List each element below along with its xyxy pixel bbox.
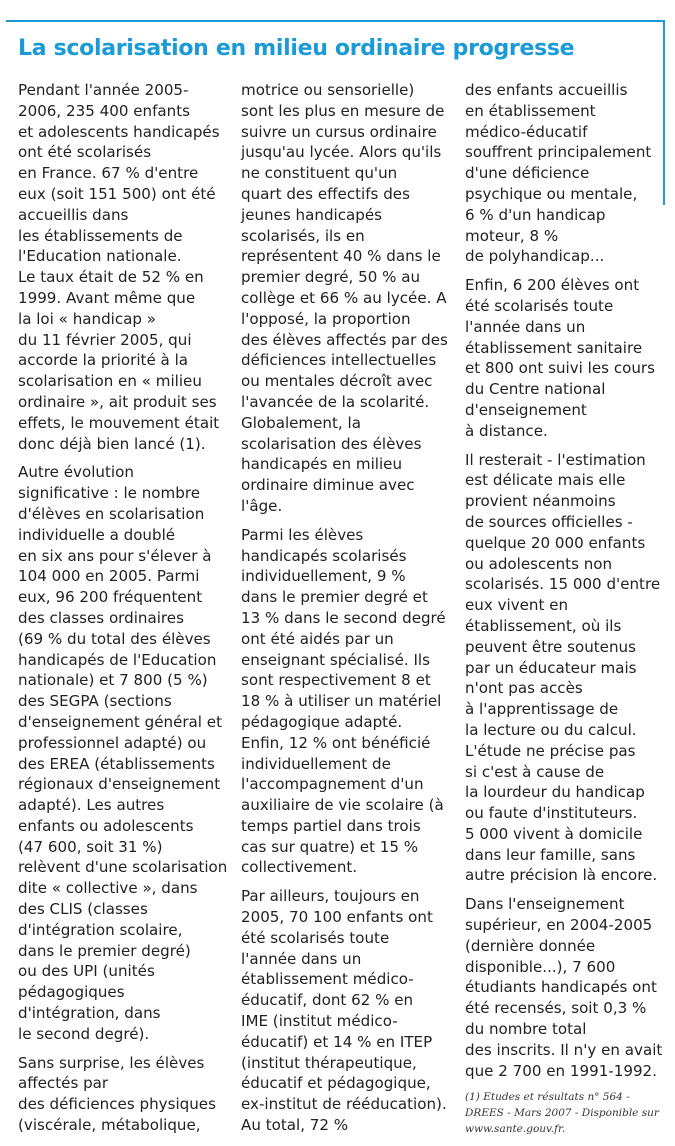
text-line: d'enseignement xyxy=(465,400,587,419)
paragraph xyxy=(241,525,447,879)
text-line: jeunes handicapés xyxy=(241,205,382,224)
text-line: donc déjà bien lancé (1). xyxy=(18,434,206,453)
footnote xyxy=(465,1089,671,1137)
page-title: La scolarisation en milieu ordinaire progresse xyxy=(18,36,575,61)
text-line: 13 % dans le second degré xyxy=(241,608,446,627)
text-line: est délicate mais elle xyxy=(465,471,626,490)
column-2 xyxy=(241,80,447,1144)
text-line: individuelle a doublé xyxy=(18,525,176,544)
paragraph xyxy=(465,275,671,441)
paragraph xyxy=(18,1053,224,1136)
text-line: d'intégration scolaire, xyxy=(18,920,183,939)
text-line: sont les plus en mesure de xyxy=(241,101,445,120)
text-line: des élèves affectés par des xyxy=(241,330,448,349)
text-line: collège et 66 % au lycée. A xyxy=(241,288,447,307)
text-line: Enfin, 6 200 élèves ont xyxy=(465,276,640,295)
text-line: éducatif, dont 62 % en xyxy=(241,991,414,1010)
text-line: accueillis dans xyxy=(18,205,129,224)
text-line: représentent 40 % dans le xyxy=(241,247,441,266)
text-line: quelque 20 000 enfants xyxy=(465,533,646,552)
text-line: déficiences intellectuelles xyxy=(241,351,437,370)
column-1 xyxy=(18,80,228,1144)
text-line: individuellement de xyxy=(241,754,391,773)
text-line: supérieur, en 2004-2005 xyxy=(465,916,653,935)
text-line: en France. 67 % d'entre xyxy=(18,164,199,183)
text-line: quart des effectifs des xyxy=(241,184,410,203)
text-line: Dans l'enseignement xyxy=(465,895,625,914)
text-line: d'élèves en scolarisation xyxy=(18,504,205,523)
text-line: la loi « handicap » xyxy=(18,309,157,328)
text-line: collectivement. xyxy=(241,858,358,877)
text-line: (69 % du total des élèves xyxy=(18,629,211,648)
column-3 xyxy=(465,80,671,1137)
text-line: ne constituent qu'un xyxy=(241,164,398,183)
text-line: ou faute d'instituteurs. xyxy=(465,804,638,823)
text-line: l'année dans un xyxy=(241,949,362,968)
text-line: disponible...), 7 600 xyxy=(465,957,616,976)
text-line: dans le premier degré et xyxy=(241,588,428,607)
text-line: Le taux était de 52 % en xyxy=(18,268,204,287)
text-line: ou des UPI (unités xyxy=(18,962,155,981)
text-line: peuvent être soutenus xyxy=(465,637,636,656)
text-line: l'Education nationale. xyxy=(18,247,182,266)
text-line: Enfin, 12 % ont bénéficié xyxy=(241,733,431,752)
text-line: des CLIS (classes xyxy=(18,900,148,919)
text-line: ont été aidés par un xyxy=(241,629,394,648)
text-line: moteur, 8 % xyxy=(465,226,559,245)
text-line: d'enseignement général et xyxy=(18,712,223,731)
paragraph xyxy=(465,894,671,1081)
text-line: jusqu'au lycée. Alors qu'ils xyxy=(241,143,442,162)
text-line: médico-éducatif xyxy=(465,122,588,141)
paragraph xyxy=(18,462,228,1044)
text-line: des classes ordinaires xyxy=(18,608,184,627)
text-line: par un éducateur mais xyxy=(465,658,637,677)
text-line: la lourdeur du handicap xyxy=(465,783,645,802)
text-line: ou mentales décroît avec xyxy=(241,372,433,391)
text-line: en six ans pour s'élever à xyxy=(18,546,212,565)
footnote-line: DREES - Mars 2007 - Disponible sur xyxy=(465,1107,659,1120)
text-line: 1999. Avant même que xyxy=(18,288,196,307)
text-line: IME (institut médico- xyxy=(241,1012,398,1031)
text-line: à distance. xyxy=(465,421,548,440)
text-line: provient néanmoins xyxy=(465,492,616,511)
text-line: d'intégration, dans xyxy=(18,1004,161,1023)
text-line: étudiants handicapés ont xyxy=(465,978,657,997)
text-line: dans le premier degré) xyxy=(18,941,191,960)
text-line: l'opposé, la proportion xyxy=(241,309,411,328)
text-line: et 800 ont suivi les cours xyxy=(465,359,655,378)
text-line: du Centre national xyxy=(465,380,606,399)
text-line: 18 % à utiliser un matériel xyxy=(241,692,442,711)
text-line: les établissements de xyxy=(18,226,183,245)
text-line: L'étude ne précise pas xyxy=(465,741,636,760)
text-line: ex-institut de rééducation). xyxy=(241,1095,447,1114)
text-line: souffrent principalement xyxy=(465,143,652,162)
text-line: l'âge. xyxy=(241,496,283,515)
text-line: de polyhandicap... xyxy=(465,247,605,266)
text-line: l'avancée de la scolarité. xyxy=(241,392,430,411)
text-line: dans leur famille, sans xyxy=(465,845,636,864)
text-line: scolarisés, ils en xyxy=(241,226,365,245)
text-line: nationale) et 7 800 (5 %) xyxy=(18,671,208,690)
text-line: été scolarisés toute xyxy=(241,928,390,947)
text-line: ordinaire », ait produit ses xyxy=(18,392,217,411)
text-line: Globalement, la xyxy=(241,413,361,432)
paragraph xyxy=(18,80,224,454)
text-line: eux (soit 151 500) ont été xyxy=(18,184,216,203)
text-line: à l'apprentissage de xyxy=(465,700,619,719)
text-line: (viscérale, métabolique, xyxy=(18,1116,201,1135)
text-line: pédagogiques xyxy=(18,983,125,1002)
text-line: le second degré). xyxy=(18,1024,150,1043)
footnote-line: www.sante.gouv.fr. xyxy=(465,1123,566,1136)
text-line: été recensés, soit 0,3 % xyxy=(465,999,647,1018)
footnote-line: (1) Etudes et résultats n° 564 - xyxy=(465,1091,630,1104)
text-line: si c'est à cause de xyxy=(465,762,605,781)
text-line: relèvent d'une scolarisation xyxy=(18,858,228,877)
text-line: régionaux d'enseignement xyxy=(18,775,221,794)
text-line: et adolescents handicapés xyxy=(18,122,220,141)
text-line: du 11 février 2005, qui xyxy=(18,330,192,349)
text-line: psychique ou mentale, xyxy=(465,184,638,203)
text-line: scolarisation des élèves xyxy=(241,434,422,453)
text-line: l'année dans un xyxy=(465,317,586,336)
text-line: éducatif) et 14 % en ITEP xyxy=(241,1032,433,1051)
text-line: 104 000 en 2005. Parmi xyxy=(18,567,200,586)
text-line: n'ont pas accès xyxy=(465,679,583,698)
text-line: que 2 700 en 1991-1992. xyxy=(465,1061,657,1080)
text-line: ou adolescents non xyxy=(465,554,613,573)
text-line: auxiliaire de vie scolaire (à xyxy=(241,796,444,815)
text-line: accorde la priorité à la xyxy=(18,351,189,370)
text-line: scolarisés. 15 000 d'entre xyxy=(465,575,661,594)
text-line: de sources officielles - xyxy=(465,512,633,531)
text-line: autre précision là encore. xyxy=(465,866,658,885)
text-line: ordinaire diminue avec xyxy=(241,476,415,495)
text-line: des enfants accueillis xyxy=(465,81,628,99)
text-line: établissement médico- xyxy=(241,970,414,989)
text-line: Pendant l'année 2005- xyxy=(18,81,189,99)
text-line: en établissement xyxy=(465,101,596,120)
text-line: l'accompagnement d'un xyxy=(241,775,424,794)
text-line: Autre évolution xyxy=(18,463,134,482)
text-line: Au total, 72 % xyxy=(241,1116,349,1135)
text-line: du nombre total xyxy=(465,1020,587,1039)
paragraph xyxy=(465,80,671,267)
text-line: professionnel adapté) ou xyxy=(18,733,207,752)
text-line: eux vivent en xyxy=(465,596,569,615)
text-line: handicapés scolarisés xyxy=(241,546,407,565)
text-line: Parmi les élèves xyxy=(241,525,364,544)
paragraph xyxy=(465,450,671,887)
text-line: établissement sanitaire xyxy=(465,338,643,357)
text-line: 2005, 70 100 enfants ont xyxy=(241,908,433,927)
text-line: adapté). Les autres xyxy=(18,796,165,815)
text-line: des inscrits. Il n'y en avait xyxy=(465,1040,663,1059)
text-line: effets, le mouvement était xyxy=(18,413,220,432)
text-line: pédagogique adapté. xyxy=(241,712,403,731)
text-line: (47 600, soit 31 %) xyxy=(18,837,163,856)
text-line: dite « collective », dans xyxy=(18,879,198,898)
text-line: 5 000 vivent à domicile xyxy=(465,824,643,843)
text-line: (dernière donnée xyxy=(465,936,596,955)
text-line: éducatif et pédagogique, xyxy=(241,1074,431,1093)
text-line: significative : le nombre xyxy=(18,484,200,503)
text-line: la lecture ou du calcul. xyxy=(465,720,637,739)
text-line: enseignant spécialisé. Ils xyxy=(241,650,430,669)
text-line: sont respectivement 8 et xyxy=(241,671,431,690)
text-line: (institut thérapeutique, xyxy=(241,1053,417,1072)
text-line: motrice ou sensorielle) xyxy=(241,81,415,99)
text-line: affectés par xyxy=(18,1074,109,1093)
text-line: des EREA (établissements xyxy=(18,754,215,773)
paragraph xyxy=(241,886,447,1136)
text-line: été scolarisés toute xyxy=(465,296,614,315)
text-line: Sans surprise, les élèves xyxy=(18,1053,205,1072)
text-line: handicapés de l'Education xyxy=(18,650,217,669)
text-line: individuellement, 9 % xyxy=(241,567,406,586)
paragraph xyxy=(241,80,447,517)
text-line: des SEGPA (sections xyxy=(18,692,172,711)
text-line: établissement, où ils xyxy=(465,616,622,635)
text-line: suivre un cursus ordinaire xyxy=(241,122,437,141)
text-line: scolarisation en « milieu xyxy=(18,372,202,391)
text-line: handicapés en milieu xyxy=(241,455,403,474)
text-line: ont été scolarisés xyxy=(18,143,152,162)
top-rule xyxy=(6,20,664,22)
text-line: eux, 96 200 fréquentent xyxy=(18,588,203,607)
text-line: 2006, 235 400 enfants xyxy=(18,101,190,120)
text-line: Par ailleurs, toujours en xyxy=(241,887,420,906)
text-line: temps partiel dans trois xyxy=(241,816,421,835)
text-line: d'une déficience xyxy=(465,164,590,183)
text-line: Il resterait - l'estimation xyxy=(465,450,646,469)
text-line: des déficiences physiques xyxy=(18,1095,216,1114)
text-line: enfants ou adolescents xyxy=(18,816,194,835)
text-line: premier degré, 50 % au xyxy=(241,268,421,287)
text-line: 6 % d'un handicap xyxy=(465,205,606,224)
text-line: cas sur quatre) et 15 % xyxy=(241,837,419,856)
